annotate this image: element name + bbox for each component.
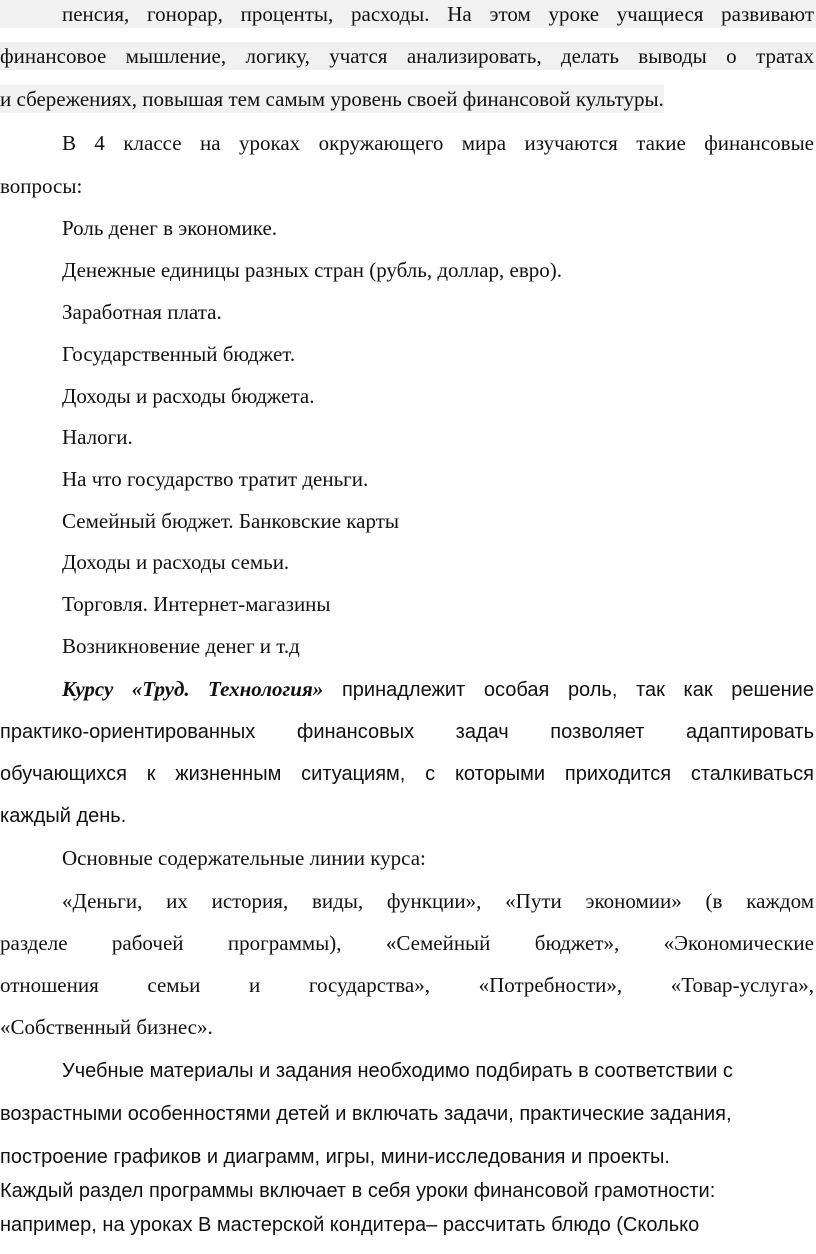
content-lines-line-2: разделе рабочей программы), «Семейный бюджет», «Экономические — [0, 931, 814, 955]
topic-item: Доходы и расходы бюджета. — [62, 384, 315, 408]
technology-course-title: Курсу «Труд. Технология» — [62, 677, 324, 701]
topic-item: Государственный бюджет. — [62, 342, 296, 366]
materials-line-1: Учебные материалы и задания необходимо подбирать в соответствии с — [62, 1060, 733, 1082]
intro-line-1: пенсия, гонорар, проценты, расходы. На этом уроке учащиеся развивают — [0, 0, 816, 28]
content-lines-line-4: «Собственный бизнес». — [0, 1015, 213, 1039]
content-lines-line-1: «Деньги, их история, виды, функции», «Пути экономии» (в каждом — [62, 889, 814, 913]
topic-item: Возникновение денег и т.д — [62, 634, 300, 658]
technology-line-1 — [0, 675, 816, 703]
technology-line-4: каждый день. — [0, 805, 127, 827]
materials-line-5: например, на уроках В мастерской кондитера– рассчитать блюдо (Сколько — [0, 1214, 700, 1236]
topic-item: На что государство тратит деньги. — [62, 467, 369, 491]
topic-item: Роль денег в экономике. — [62, 216, 278, 240]
grade4-line-2: вопросы: — [0, 174, 83, 198]
grade4-line-1: В 4 классе на уроках окружающего мира изучаются такие финансовые — [62, 131, 814, 155]
topic-item: Заработная плата. — [62, 300, 222, 324]
topic-item: Денежные единицы разных стран (рубль, доллар, евро). — [62, 258, 563, 282]
technology-line-2: практико-ориентированных финансовых задач позволяет адаптировать — [0, 721, 814, 743]
intro-line-3: и сбережениях, повышая тем самым уровень своей финансовой культуры. — [0, 87, 664, 111]
materials-line-3: построение графиков и диаграмм, игры, мини-исследования и проекты. — [0, 1146, 670, 1168]
technology-line-3: обучающихся к жизненным ситуациям, с которыми приходится сталкиваться — [0, 763, 814, 785]
technology-line-1-rest: принадлежит особая роль, так как решение — [323, 679, 814, 701]
topic-item: Доходы и расходы семьи. — [62, 550, 290, 574]
materials-line-4: Каждый раздел программы включает в себя уроки финансовой грамотности: — [0, 1180, 716, 1202]
intro-line-2: финансовое мышление, логику, учатся анализировать, делать выводы о тратах — [0, 44, 814, 68]
topic-item: Налоги. — [62, 425, 133, 449]
content-lines-heading: Основные содержательные линии курса: — [62, 846, 426, 870]
materials-line-2: возрастными особенностями детей и включать задачи, практические задания, — [0, 1103, 732, 1125]
topic-item: Семейный бюджет. Банковские карты — [62, 509, 400, 533]
content-lines-line-3: отношения семьи и государства», «Потребности», «Товар-услуга», — [0, 973, 814, 997]
topic-item: Торговля. Интернет-магазины — [62, 592, 331, 616]
